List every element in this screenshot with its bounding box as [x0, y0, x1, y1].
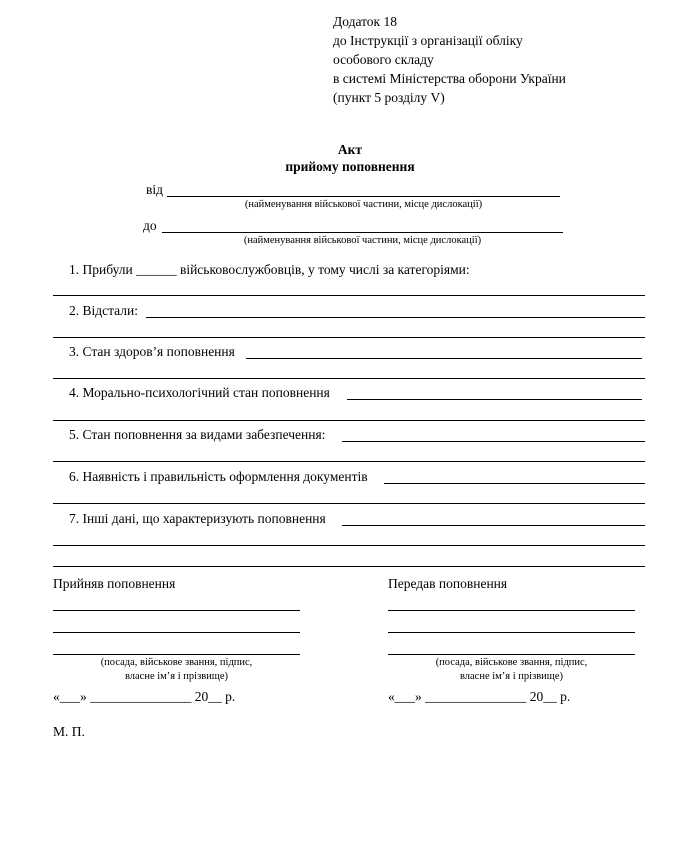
accepted-hint-2: власне ім’я і прізвище)	[124, 671, 229, 682]
item-documents: 6. Наявність і правильність оформлення документів	[69, 469, 368, 484]
header-line-1: Додаток 18	[333, 14, 397, 29]
item-arrived: 1. Прибули ______ військовослужбовців, у тому числі за категоріями:	[69, 262, 470, 277]
item-documents-fill[interactable]	[384, 483, 645, 484]
to-label: до	[143, 218, 157, 233]
handed-heading: Передав поповнення	[388, 576, 508, 591]
handed-line-2[interactable]	[388, 632, 635, 633]
item-supply: 5. Стан поповнення за видами забезпечення:	[69, 427, 326, 442]
accepted-heading: Прийняв поповнення	[53, 576, 176, 591]
item-arrived-line[interactable]	[53, 295, 645, 296]
item-other: 7. Інші дані, що характеризують поповнення	[69, 511, 326, 526]
item-documents-line[interactable]	[53, 503, 645, 504]
to-hint: (найменування військової частини, місце дислокації)	[243, 235, 482, 246]
item-lagged-fill[interactable]	[146, 317, 645, 318]
item-supply-line[interactable]	[53, 461, 645, 462]
accepted-line-2[interactable]	[53, 632, 300, 633]
item-supply-fill[interactable]	[342, 441, 645, 442]
document-title: Акт	[337, 142, 363, 157]
from-line[interactable]	[167, 196, 560, 197]
item-lagged-line[interactable]	[53, 337, 645, 338]
item-health-fill[interactable]	[246, 358, 642, 359]
item-other-line-2[interactable]	[53, 566, 645, 567]
to-line[interactable]	[162, 232, 563, 233]
item-health-line[interactable]	[53, 378, 645, 379]
accepted-line-3[interactable]	[53, 654, 300, 655]
item-other-line-1[interactable]	[53, 545, 645, 546]
handed-hint-2: власне ім’я і прізвище)	[459, 671, 564, 682]
accepted-date[interactable]: «___» _______________ 20__ р.	[53, 689, 236, 704]
handed-date[interactable]: «___» _______________ 20__ р.	[388, 689, 571, 704]
handed-line-3[interactable]	[388, 654, 635, 655]
item-morale-line[interactable]	[53, 420, 645, 421]
header-line-3: особового складу	[333, 52, 434, 67]
item-morale: 4. Морально-психологічний стан поповнення	[69, 385, 330, 400]
header-line-5: (пункт 5 розділу V)	[333, 90, 445, 105]
header-line-4: в системі Міністерства оборони України	[333, 71, 566, 86]
handed-line-1[interactable]	[388, 610, 635, 611]
item-other-fill[interactable]	[342, 525, 645, 526]
from-label: від	[146, 182, 163, 197]
accepted-line-1[interactable]	[53, 610, 300, 611]
item-health: 3. Стан здоров’я поповнення	[69, 344, 235, 359]
item-morale-fill[interactable]	[347, 399, 642, 400]
header-line-2: до Інструкції з організації обліку	[333, 33, 523, 48]
document-subtitle: прийому поповнення	[285, 159, 415, 174]
item-lagged: 2. Відстали:	[69, 303, 139, 318]
from-hint: (найменування військової частини, місце дислокації)	[244, 199, 483, 210]
handed-hint-1: (посада, військове звання, підпис,	[435, 657, 588, 668]
accepted-hint-1: (посада, військове звання, підпис,	[100, 657, 253, 668]
stamp-place: М. П.	[53, 724, 85, 739]
